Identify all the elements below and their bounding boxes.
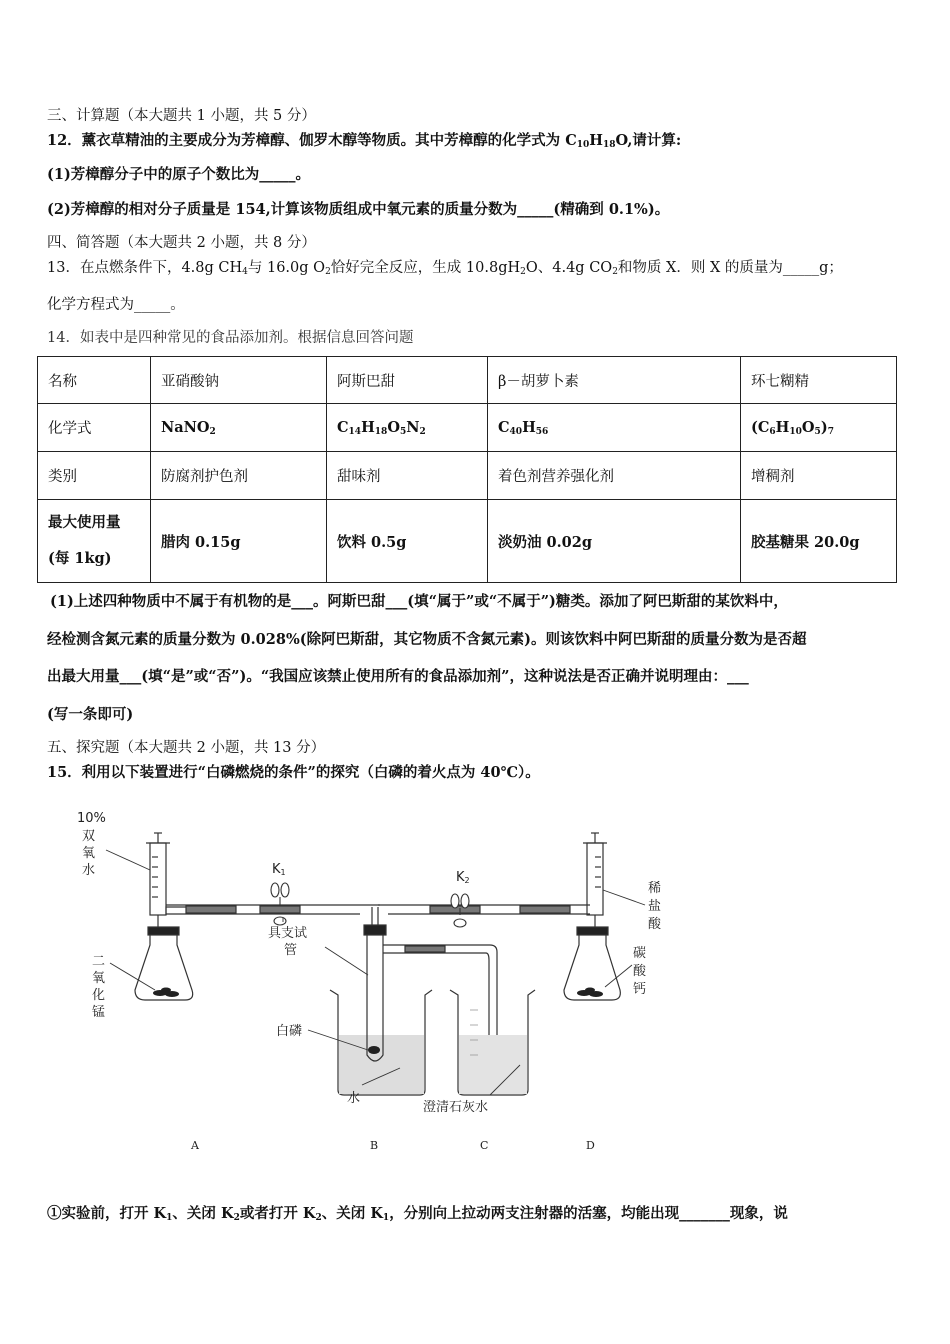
k1-label xyxy=(272,862,286,877)
caco3-char-1: 碳 xyxy=(633,946,647,961)
formula-cell xyxy=(327,404,488,452)
q12-stem-end: O,请计算: xyxy=(615,132,682,149)
formula-part: ) xyxy=(820,418,828,436)
q14-text-4: (写一条即可) xyxy=(47,706,134,723)
h2o2-char-3: 水 xyxy=(82,863,96,878)
h2o2-char-2: 氧 xyxy=(82,846,96,861)
formula-part: C xyxy=(337,418,349,436)
water-label: 水 xyxy=(347,1091,361,1106)
q12-stem xyxy=(47,129,681,150)
table-row xyxy=(38,357,897,404)
q15-c: 或者打开 K xyxy=(239,1205,316,1222)
flask-a xyxy=(135,833,200,1000)
q15-b: 、关闭 K xyxy=(172,1205,234,1222)
tube-bd xyxy=(378,905,590,914)
caco3-solid xyxy=(577,988,603,998)
formula-part: O xyxy=(387,418,400,436)
formula-cell xyxy=(488,404,741,452)
k1-sub: 1 xyxy=(280,868,286,877)
limewater-c xyxy=(459,1035,527,1094)
table-cell: 亚硝酸钠 xyxy=(151,357,327,404)
formula-part: H xyxy=(361,418,375,436)
section-4-title: 四、简答题（本大题共 2 小题，共 8 分） xyxy=(47,235,316,251)
q13-e: 和物质 X．则 X 的质量为_____g； xyxy=(617,260,843,276)
sub: 10 xyxy=(576,140,590,150)
table-cell: 类别 xyxy=(38,452,151,500)
table-row xyxy=(38,404,897,452)
k2-sub: 2 xyxy=(464,876,470,885)
q12-part1: (1)芳樟醇分子中的原子个数比为_____。 xyxy=(47,166,311,183)
label-b: B xyxy=(370,1139,379,1152)
limewater-label: 澄清石灰水 xyxy=(423,1100,489,1115)
acid-char-3: 酸 xyxy=(648,917,662,932)
label-d: D xyxy=(586,1139,595,1152)
sub: 2 xyxy=(612,267,618,277)
table-cell: 增稠剂 xyxy=(741,452,897,500)
formula-cell xyxy=(741,404,897,452)
clamp-k1 xyxy=(271,883,289,925)
sub: 2 xyxy=(419,426,426,437)
table-cell: 饮料 0.5g xyxy=(327,500,488,583)
caco3-char-3: 钙 xyxy=(633,982,647,997)
sub: 2 xyxy=(315,1213,322,1223)
table-cell: 环七糊精 xyxy=(741,357,897,404)
sub: 5 xyxy=(399,426,407,437)
table-cell: 淡奶油 0.02g xyxy=(488,500,741,583)
q15-e: ，分别向上拉动两支注射器的活塞，均能出现_______现象，说 xyxy=(389,1205,788,1222)
q15-a: ①实验前，打开 K xyxy=(47,1205,167,1222)
acid-char-2: 盐 xyxy=(648,899,662,914)
mno2-char-4: 锰 xyxy=(92,1005,106,1020)
sub: 2 xyxy=(209,426,216,437)
table-row xyxy=(38,500,897,583)
q15-part1 xyxy=(47,1202,788,1223)
table-cell: 名称 xyxy=(38,357,151,404)
formula-part: H xyxy=(775,418,790,436)
water-b xyxy=(339,1035,424,1094)
q12-stem-text: 12．薰衣草精油的主要成分为芳樟醇、伽罗木醇等物质。其中芳樟醇的化学式为 C xyxy=(47,132,577,149)
sub: 2 xyxy=(520,267,526,277)
table-cell: 阿斯巴甜 xyxy=(327,357,488,404)
sub: 1 xyxy=(166,1213,173,1223)
table-cell: 化学式 xyxy=(38,404,151,452)
q14-text-3: 出最大用量___(填“是”或“否”)。“我国应该禁止使用所有的食品添加剂”，这种说法是否正确并说明理由：___ xyxy=(47,668,749,685)
q13-c: 恰好完全反应，生成 10.8gH xyxy=(330,260,521,276)
sub: 10 xyxy=(789,426,802,437)
caco3-char-2: 酸 xyxy=(633,964,647,979)
table-cell: 胶基糖果 20.0g xyxy=(741,500,897,583)
q13-line2: 化学方程式为_____。 xyxy=(47,297,185,313)
q13-b: 与 16.0g O xyxy=(247,260,326,276)
table-cell: 腊肉 0.15g xyxy=(151,500,327,583)
table-cell: 着色剂营养强化剂 xyxy=(488,452,741,500)
formula-part: N xyxy=(406,418,420,436)
q14-stem: 14．如表中是四种常见的食品添加剂。根据信息回答问题 xyxy=(47,330,414,346)
sub: 6 xyxy=(769,426,776,437)
max-usage-label: 最大使用量 xyxy=(48,514,121,531)
sub: 2 xyxy=(233,1213,240,1223)
formula-cell xyxy=(151,404,327,452)
h2o2-conc: 10% xyxy=(77,811,106,826)
mno2-char-2: 氧 xyxy=(92,971,106,986)
per-kg-label: (每 1kg) xyxy=(48,550,112,567)
additive-table xyxy=(37,356,897,583)
formula-part: H xyxy=(522,418,536,436)
sub: 18 xyxy=(374,426,388,437)
mno2-solid xyxy=(153,988,179,998)
table-cell: β－胡萝卜素 xyxy=(488,357,741,404)
label-c: C xyxy=(480,1139,489,1152)
white-p-label: 白磷 xyxy=(276,1024,303,1039)
q15-d: 、关闭 K xyxy=(321,1205,383,1222)
formula-part: (C xyxy=(751,418,770,436)
tube-ab xyxy=(166,905,380,914)
h2o2-char-1: 双 xyxy=(82,829,96,844)
formula-h: H xyxy=(589,132,603,149)
sub: 5 xyxy=(814,426,821,437)
table-row xyxy=(38,452,897,500)
sub: 1 xyxy=(382,1213,390,1223)
k2-letter: K xyxy=(456,870,465,885)
formula-part: O xyxy=(801,418,815,436)
section-3-title: 三、计算题（本大题共 1 小题，共 5 分） xyxy=(47,108,316,124)
table-cell xyxy=(38,500,151,583)
formula-part: NaNO xyxy=(161,418,210,436)
tube-label-1: 具支试 xyxy=(268,926,308,941)
table-cell: 防腐剂护色剂 xyxy=(151,452,327,500)
label-a: A xyxy=(191,1139,199,1152)
k2-label xyxy=(456,870,470,885)
flask-d xyxy=(564,833,620,1000)
acid-char-1: 稀 xyxy=(648,881,662,896)
sub: 14 xyxy=(348,426,362,437)
sub: 4 xyxy=(242,267,248,277)
q14-text-2: 经检测含氮元素的质量分数为 0.028%(除阿巴斯甜，其它物质不含氮元素)。则该饮料中阿巴斯甜的质量分数为是否超 xyxy=(47,631,807,648)
sub: 18 xyxy=(603,140,616,150)
q12-part2: (2)芳樟醇的相对分子质量是 154,计算该物质组成中氧元素的质量分数为_____(精确到 0.1%)。 xyxy=(47,201,670,218)
mno2-char-1: 二 xyxy=(92,954,106,969)
section-5-title: 五、探究题（本大题共 2 小题，共 13 分） xyxy=(47,740,326,756)
q13-d: O、4.4g CO xyxy=(525,260,613,276)
sub: 2 xyxy=(325,267,331,277)
k1-letter: K xyxy=(272,862,281,877)
white-phosphorus xyxy=(368,1046,380,1054)
q13-a: 13．在点燃条件下，4.8g CH xyxy=(47,260,243,276)
formula-part: C xyxy=(498,418,510,436)
table-cell: 甜味剂 xyxy=(327,452,488,500)
sub: 7 xyxy=(827,426,834,437)
apparatus-figure xyxy=(0,795,950,1165)
q13-line1 xyxy=(47,256,843,277)
tube-label-2: 管 xyxy=(284,943,298,958)
sub: 40 xyxy=(509,426,523,437)
q15-stem: 15．利用以下装置进行“白磷燃烧的条件”的探究（白磷的着火点为 40℃）。 xyxy=(47,764,540,781)
q14-text-1: (1)上述四种物质中不属于有机物的是___。阿斯巴甜___(填“属于”或“不属于”)糖类。添加了阿巴斯甜的某饮料中， xyxy=(50,593,788,610)
mno2-char-3: 化 xyxy=(92,988,106,1003)
sub: 56 xyxy=(535,426,549,437)
